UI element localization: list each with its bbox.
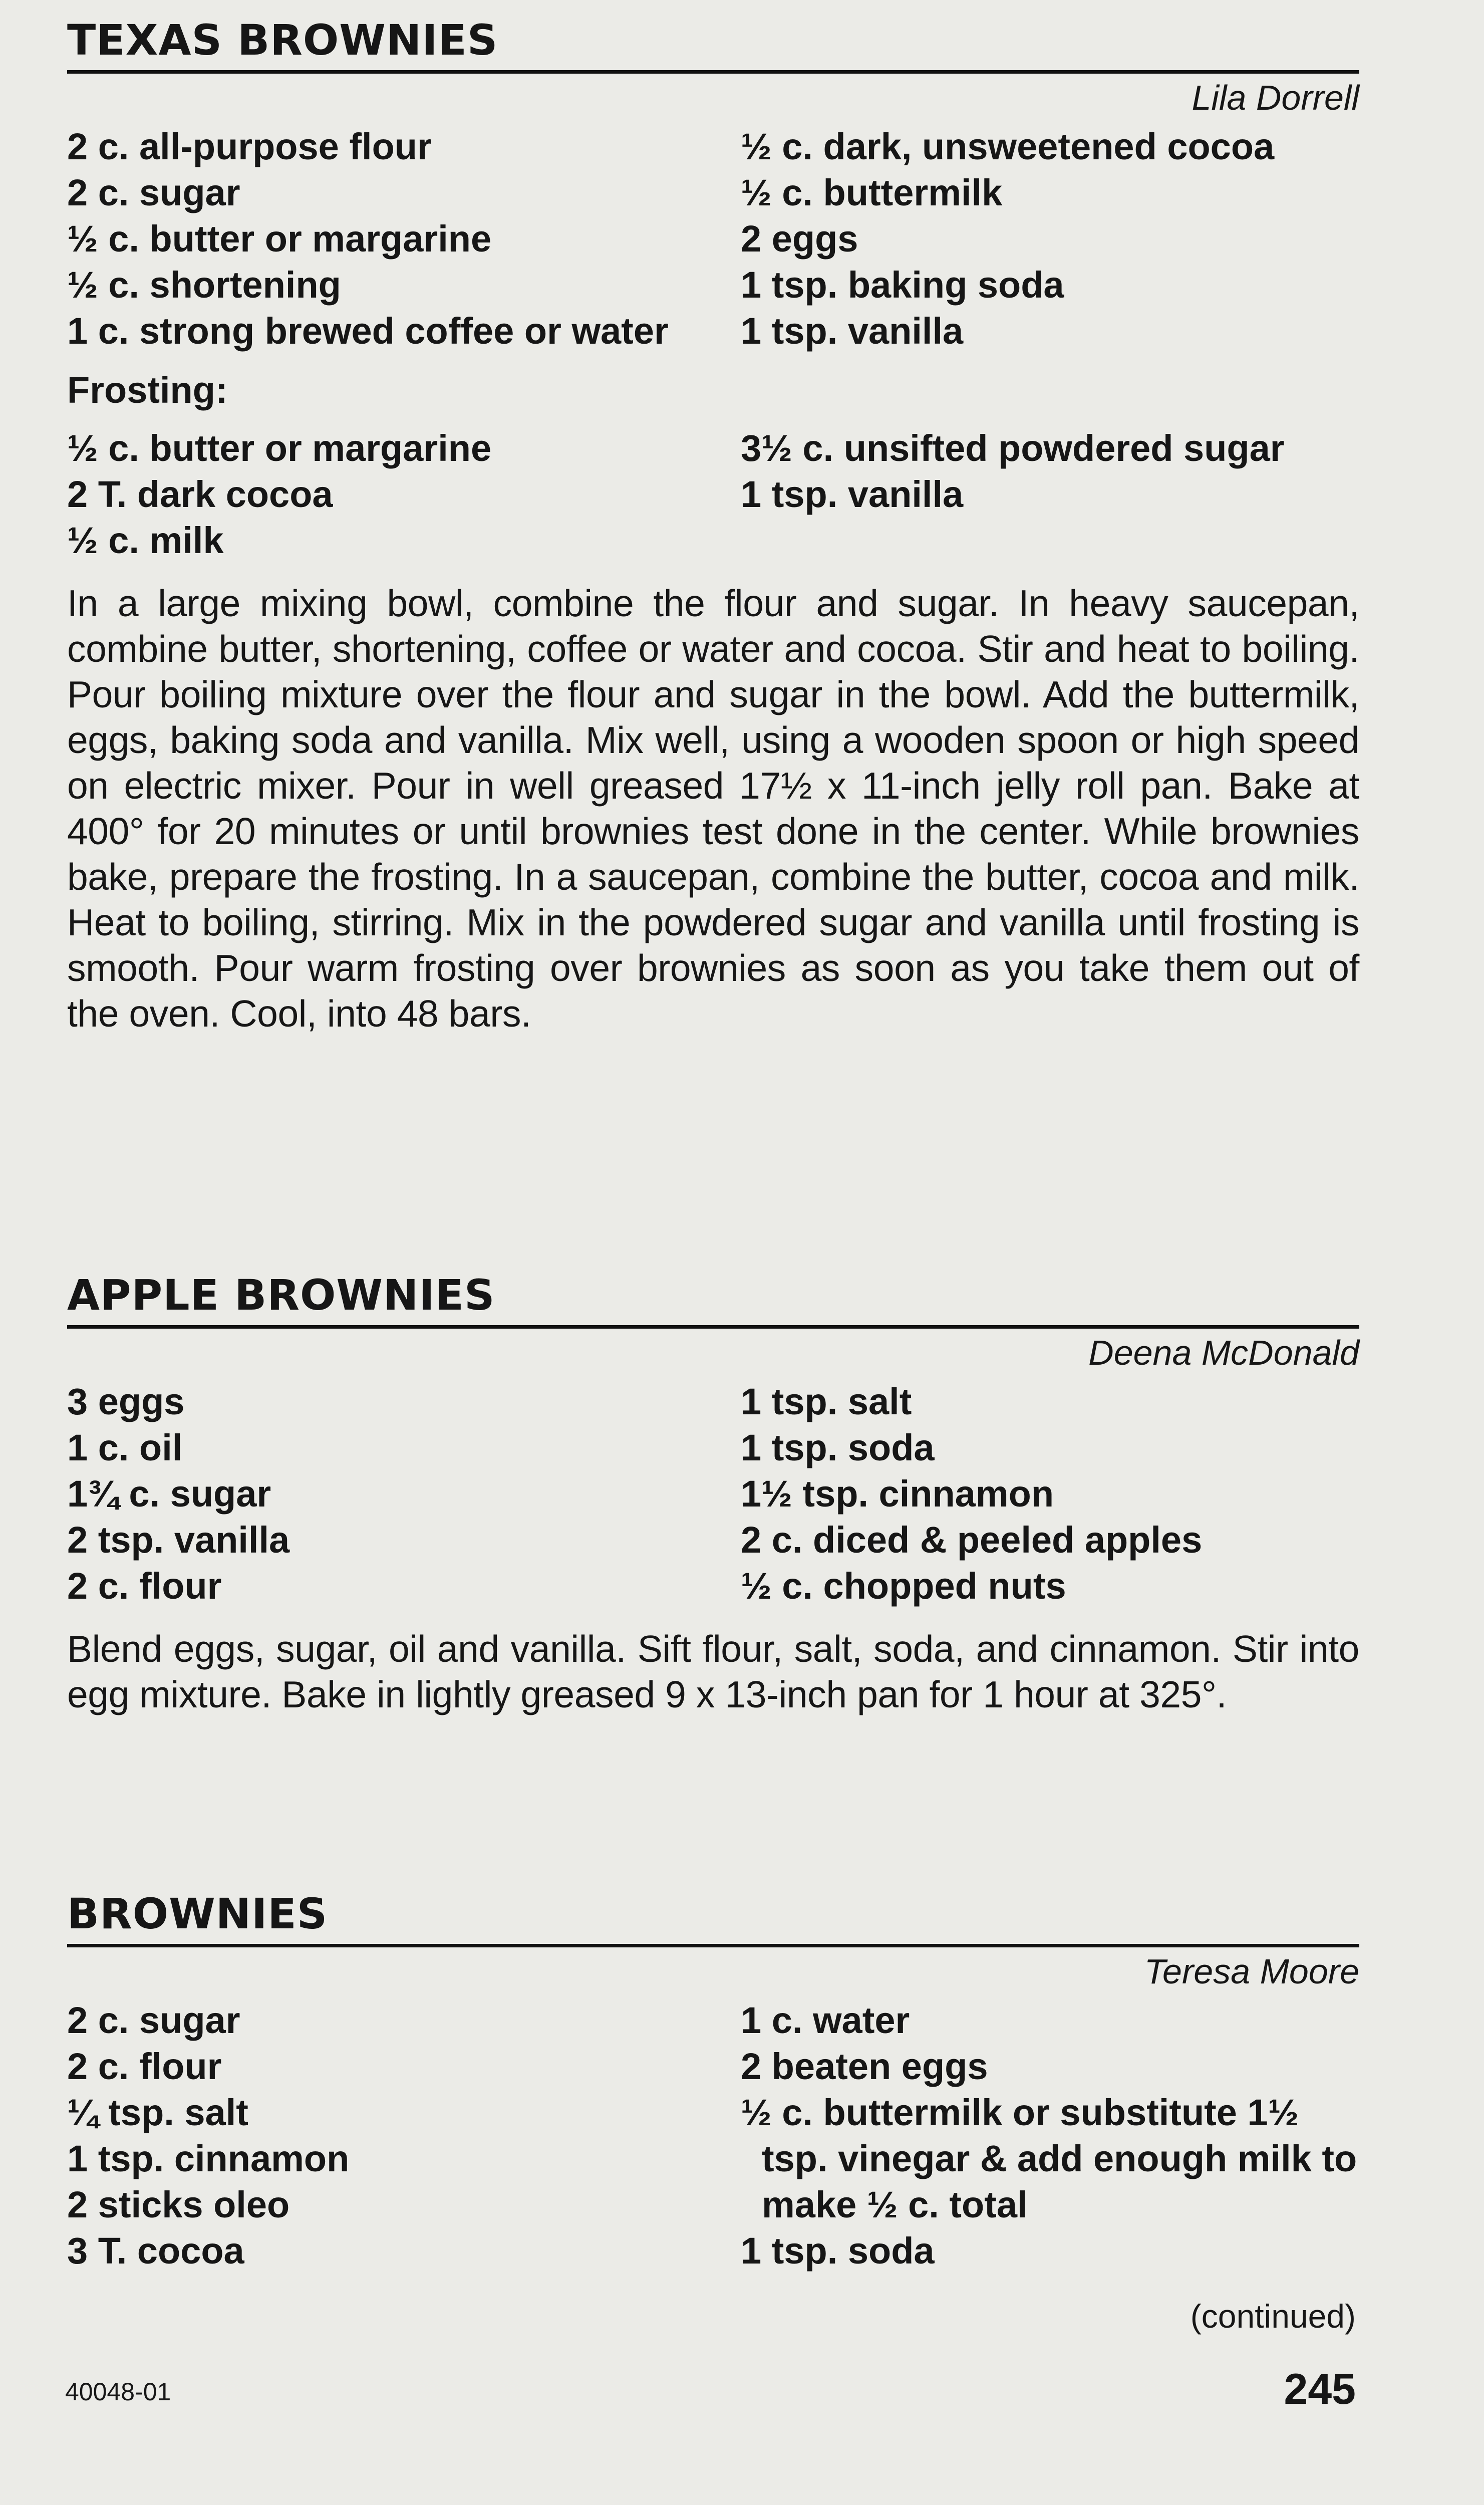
ingredient: 3 eggs <box>67 1381 185 1422</box>
recipe-author: Teresa Moore <box>1144 1952 1359 1991</box>
ingredient: 1 tsp. salt <box>741 1381 912 1422</box>
ingredient: ½ c. chopped nuts <box>741 1565 1066 1607</box>
ingredient: 2 T. dark cocoa <box>67 473 333 515</box>
ingredient: 1 tsp. vanilla <box>741 310 964 352</box>
ingredient: 1 c. water <box>741 1999 910 2041</box>
ingredient: 2 tsp. vanilla <box>67 1519 290 1561</box>
ingredients-right <box>741 1997 1359 2274</box>
ingredient: 2 beaten eggs <box>741 2046 988 2087</box>
ingredient: 1 c. strong brewed coffee or water <box>67 310 669 352</box>
ingredient: 3½ c. unsifted powdered sugar <box>741 427 1285 469</box>
ingredient: 2 c. diced & peeled apples <box>741 1519 1203 1561</box>
frosting-right <box>741 425 1359 564</box>
ingredients-right <box>741 124 1359 354</box>
ingredient: 3 T. cocoa <box>67 2230 244 2272</box>
continued-note: (continued) <box>1190 2298 1356 2335</box>
recipe-title: APPLE BROWNIES <box>67 1270 1359 1329</box>
ingredient: 1 tsp. vanilla <box>741 473 964 515</box>
recipe-directions: Blend eggs, sugar, oil and vanilla. Sift flour, salt, soda, and cinnamon. Stir into egg mixture. Bake in lightly greased 9 x 13-inch pan for 1 hour at 325°. <box>67 1628 1359 1715</box>
frosting-columns <box>67 425 1359 564</box>
frosting-heading: Frosting: <box>67 369 228 411</box>
ingredients-left <box>67 124 741 354</box>
recipe-texas-brownies <box>67 15 1359 1074</box>
ingredient: 2 c. flour <box>67 2046 222 2087</box>
ingredient: ½ c. shortening <box>67 264 341 306</box>
ingredient: 2 sticks oleo <box>67 2184 290 2225</box>
recipe-title: BROWNIES <box>67 1889 1359 1947</box>
ingredient: 1 tsp. soda <box>741 1427 935 1468</box>
ingredient: 2 c. sugar <box>67 1999 240 2041</box>
ingredient: ½ c. buttermilk or substitute 1½ tsp. vinegar & add enough milk to make ½ c. total <box>741 2092 1357 2225</box>
ingredient: 2 c. all-purpose flour <box>67 126 432 167</box>
ingredient: 1¾ c. sugar <box>67 1473 271 1515</box>
ingredient-columns <box>67 124 1359 354</box>
ingredients-right <box>741 1379 1359 1609</box>
ingredient: ½ c. milk <box>67 520 224 561</box>
recipe-author: Deena McDonald <box>1088 1333 1359 1372</box>
recipe-brownies <box>67 1889 1359 2274</box>
ingredient: 1 tsp. cinnamon <box>67 2138 350 2179</box>
recipe-title: TEXAS BROWNIES <box>67 15 1359 74</box>
page-number: 245 <box>1284 2365 1356 2413</box>
catalog-code: 40048-01 <box>65 2378 171 2406</box>
ingredients-left <box>67 1997 741 2274</box>
ingredient: 2 c. flour <box>67 1565 222 1607</box>
ingredient: 2 eggs <box>741 218 858 260</box>
recipe-author: Lila Dorrell <box>1192 78 1359 117</box>
ingredients-left <box>67 1379 741 1609</box>
ingredient: 1 tsp. baking soda <box>741 264 1064 306</box>
ingredient: 1 tsp. soda <box>741 2230 935 2272</box>
ingredient: ½ c. buttermilk <box>741 172 1003 213</box>
ingredient: 2 c. sugar <box>67 172 240 213</box>
ingredient: ½ c. dark, unsweetened cocoa <box>741 126 1275 167</box>
recipe-apple-brownies <box>67 1270 1359 1755</box>
ingredient: ½ c. butter or margarine <box>67 427 492 469</box>
frosting-left <box>67 425 741 564</box>
ingredient: ½ c. butter or margarine <box>67 218 492 260</box>
ingredient: ¼ tsp. salt <box>67 2092 248 2133</box>
ingredient-columns <box>67 1997 1359 2274</box>
ingredient-columns <box>67 1379 1359 1609</box>
ingredient: 1 c. oil <box>67 1427 183 1468</box>
recipe-directions: In a large mixing bowl, combine the flour and sugar. In heavy saucepan, combine butter, shortening, coffee or water and cocoa. Stir and heat to boiling. Pour boiling mixture over the flour and sugar in the bowl. Add the buttermilk, eggs, baking soda and vanilla. Mix well, using a wooden spoon or high speed on electric mixer. Pour in well greased 17½ x 11-inch jelly roll pan. Bake at 400° for 20 minutes or until brownies test done in the center. While brownies bake, prepare the frosting. In a saucepan, combine the butter, cocoa and milk. Heat to boiling, stirring. Mix in the powdered sugar and vanilla until frosting is smooth. Pour warm frosting over brownies as soon as you take them out of the oven. Cool, into 48 bars. <box>67 582 1359 1035</box>
ingredient: 1½ tsp. cinnamon <box>741 1473 1054 1515</box>
